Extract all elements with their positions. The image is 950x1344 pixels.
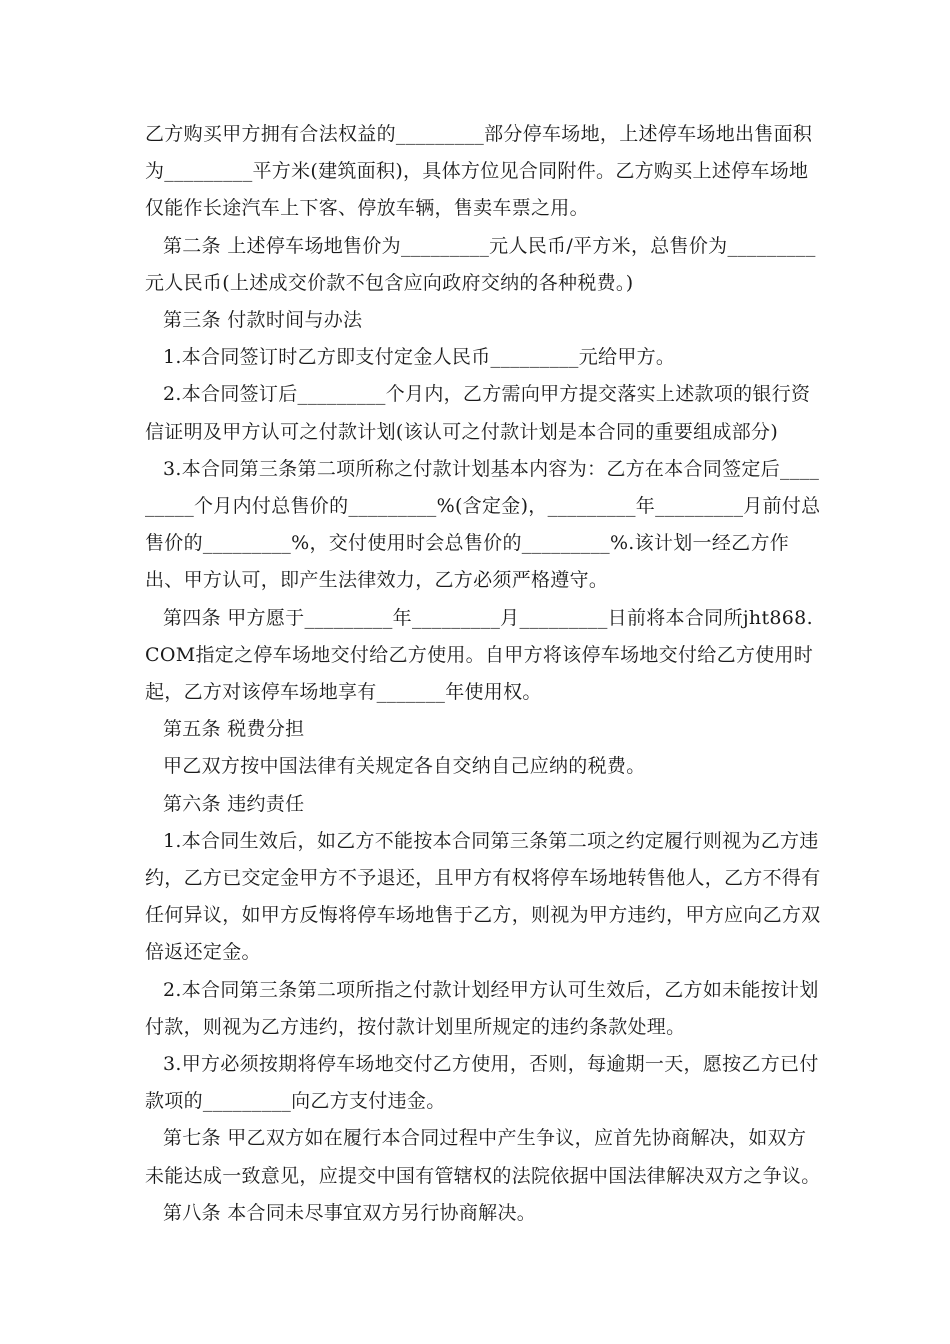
paragraph-purchase-area: 乙方购买甲方拥有合法权益的_________部分停车场地，上述停车场地出售面积为_________平方米(建筑面积)，具体方位见合同附件。乙方购买上述停车场地仅能作长途汽车上下客、停放车辆，售卖车票之用。 [145, 123, 813, 220]
paragraph-article-6-item-2: 2.本合同第三条第二项所指之付款计划经甲方认可生效后，乙方如未能按计划付款，则视为乙方违约，按付款计划里所规定的违约条款处理。 [145, 978, 819, 1038]
paragraph-article-3-item-1: 1.本合同签订时乙方即支付定金人民币_________元给甲方。 [163, 346, 676, 369]
heading-article-6: 第六条 违约责任 [163, 792, 305, 815]
document-body [145, 116, 825, 1232]
paragraph-article-5-taxes: 甲乙双方按中国法律有关规定各自交纳自己应纳的税费。 [163, 755, 646, 778]
paragraph-article-2-price: 第二条 上述停车场地售价为_________元人民币/平方米，总售价为_________元人民币(上述成交价款不包含应向政府交纳的各种税费。) [145, 234, 816, 294]
paragraph-article-4-delivery: 第四条 甲方愿于_________年_________月_________日前将本合同所jht868.COM指定之停车场地交付给乙方使用。自甲方将该停车场地交付给乙方使用时起，乙方对该停车场地享有_______年使用权。 [145, 606, 814, 704]
paragraph-article-3-item-3: 3.本合同第三条第二项所称之付款计划基本内容为：乙方在本合同签定后_________个月内付总售价的_________%(含定金)，_________年_________月前付总售价的_________%，交付使用时会总售价的_________%.该计划一经乙方作出、甲方认可，即产生法律效力，乙方必须严格遵守。 [145, 457, 821, 592]
paragraph-article-7-disputes: 第七条 甲乙双方如在履行本合同过程中产生争议，应首先协商解决，如双方未能达成一致意见，应提交中国有管辖权的法院依据中国法律解决双方之争议。 [145, 1127, 821, 1187]
heading-article-5: 第五条 税费分担 [163, 718, 305, 741]
paragraph-article-6-item-1: 1.本合同生效后，如乙方不能按本合同第三条第二项之约定履行则视为乙方违约，乙方已交定金甲方不予退还，且甲方有权将停车场地转售他人，乙方不得有任何异议，如甲方反悔将停车场地售于乙方，则视为甲方违约，甲方应向乙方双倍返还定金。 [145, 829, 821, 964]
heading-article-3: 第三条 付款时间与办法 [163, 309, 363, 332]
paragraph-article-8-other: 第八条 本合同未尽事宜双方另行协商解决。 [163, 1201, 537, 1224]
paragraph-article-3-item-2: 2.本合同签订后_________个月内，乙方需向甲方提交落实上述款项的银行资信证明及甲方认可之付款计划(该认可之付款计划是本合同的重要组成部分) [145, 383, 811, 443]
paragraph-article-6-item-3: 3.甲方必须按期将停车场地交付乙方使用，否则，每逾期一天，愿按乙方已付款项的_________向乙方支付违金。 [145, 1053, 819, 1113]
